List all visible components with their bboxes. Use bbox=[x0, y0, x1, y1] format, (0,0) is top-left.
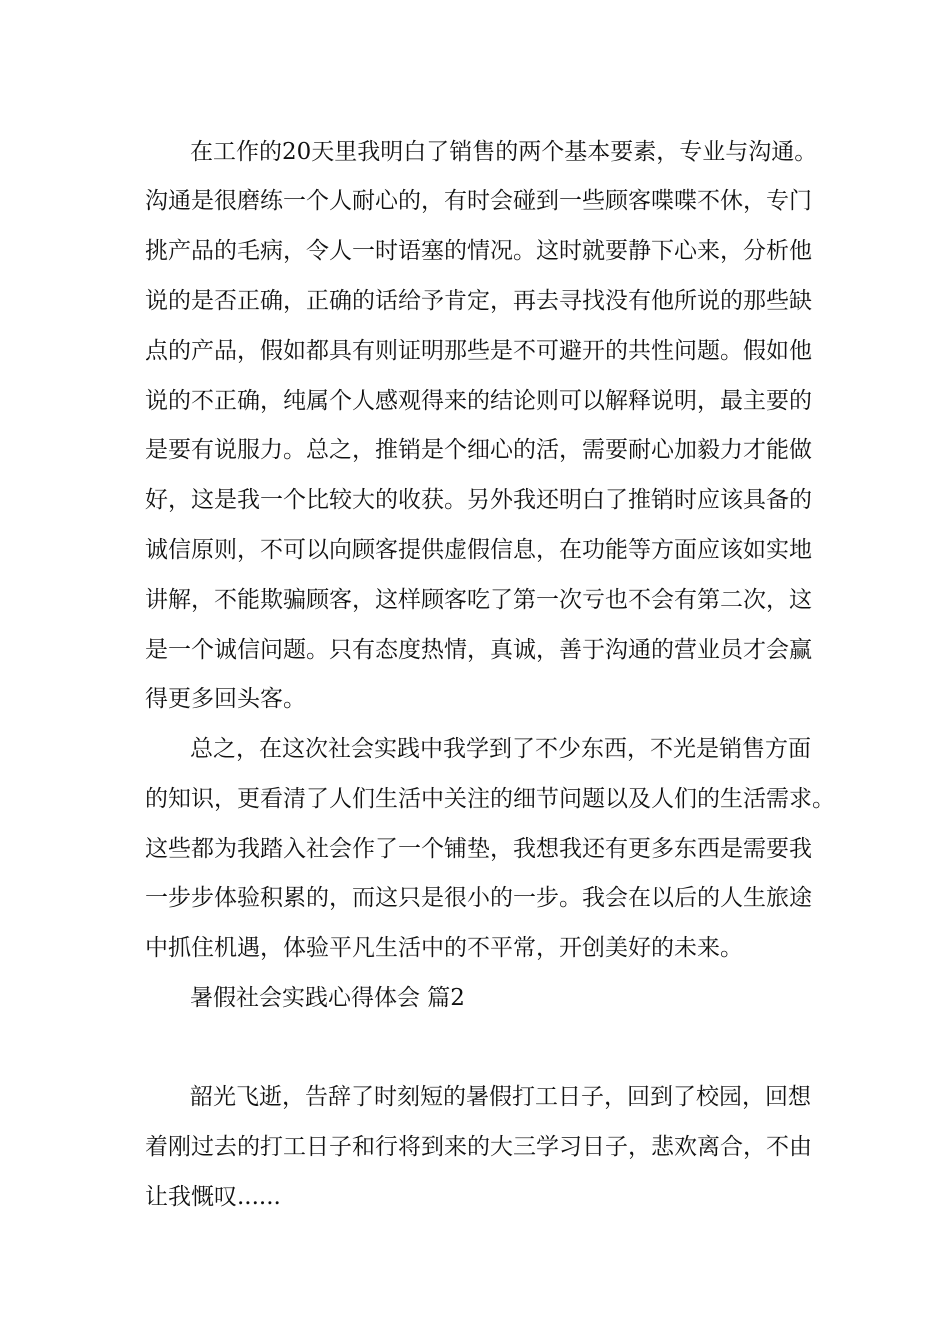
paragraph-1-line-7: 是要有说服力。总之，推销是个细心的活，需要耐心加毅力才能做 bbox=[145, 437, 812, 463]
paragraph-1-line-6: 说的不正确，纯属个人感观得来的结论则可以解释说明，最主要的 bbox=[145, 388, 812, 414]
section-heading: 暑假社会实践心得体会 篇2 bbox=[190, 985, 465, 1011]
paragraph-1-line-8: 好，这是我一个比较大的收获。另外我还明白了推销时应该具备的 bbox=[145, 487, 812, 513]
paragraph-2-line-3: 这些都为我踏入社会作了一个铺垫，我想我还有更多东西是需要我 bbox=[145, 836, 812, 862]
paragraph-2-line-1: 总之，在这次社会实践中我学到了不少东西，不光是销售方面 bbox=[190, 736, 811, 762]
paragraph-2-line-5: 中抓住机遇，体验平凡生活中的不平常，开创美好的未来。 bbox=[145, 935, 743, 961]
paragraph-3-line-1: 韶光飞逝，告辞了时刻短的暑假打工日子，回到了校园，回想 bbox=[190, 1084, 811, 1110]
paragraph-1-line-12: 得更多回头客。 bbox=[145, 686, 306, 712]
paragraph-1-line-4: 说的是否正确，正确的话给予肯定，再去寻找没有他所说的那些缺 bbox=[145, 288, 812, 314]
paragraph-1-line-10: 讲解，不能欺骗顾客，这样顾客吃了第一次亏也不会有第二次，这 bbox=[145, 587, 812, 613]
paragraph-1-line-3: 挑产品的毛病，令人一时语塞的情况。这时就要静下心来，分析他 bbox=[145, 238, 812, 264]
paragraph-1-line-5: 点的产品，假如都具有则证明那些是不可避开的共性问题。假如他 bbox=[145, 338, 812, 364]
paragraph-3-line-3: 让我慨叹...... bbox=[145, 1184, 281, 1210]
paragraph-2-line-2: 的知识，更看清了人们生活中关注的细节问题以及人们的生活需求。 bbox=[145, 786, 835, 812]
paragraph-2-line-4: 一步步体验积累的，而这只是很小的一步。我会在以后的人生旅途 bbox=[145, 885, 812, 911]
paragraph-3-line-2: 着刚过去的打工日子和行将到来的大三学习日子，悲欢离合，不由 bbox=[145, 1134, 812, 1160]
paragraph-1-line-11: 是一个诚信问题。只有态度热情，真诚，善于沟通的营业员才会赢 bbox=[145, 637, 812, 663]
paragraph-1-line-1: 在工作的20天里我明白了销售的两个基本要素，专业与沟通。 bbox=[190, 139, 818, 165]
paragraph-1-line-9: 诚信原则，不可以向顾客提供虚假信息，在功能等方面应该如实地 bbox=[145, 537, 812, 563]
paragraph-1-line-2: 沟通是很磨练一个人耐心的，有时会碰到一些顾客喋喋不休，专门 bbox=[145, 188, 812, 214]
